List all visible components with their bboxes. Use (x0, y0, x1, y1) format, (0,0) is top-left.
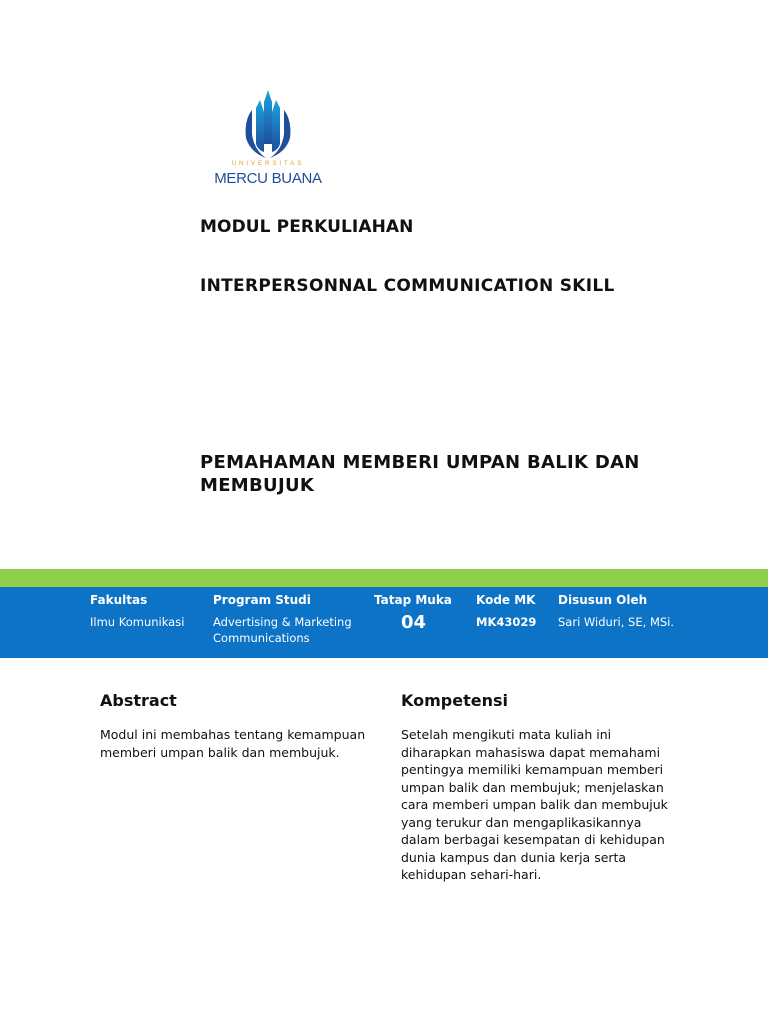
kompetensi-body: Setelah mengikuti mata kuliah ini diharapkan mahasiswa dapat memahami pentingya memiliki kemampuan memberi umpan balik dan membujuk; menjelaskan cara memberi umpan balik dan membujuk yang terukur dan mengaplikasikannya dalam berbagai kesempatan di kehidupan dunia kampus dan dunia kerja serta kehidupan sehari-hari. (401, 727, 668, 882)
info-value: Sari Widuri, SE, MSi. (558, 615, 675, 629)
topic-title: PEMAHAMAN MEMBERI UMPAN BALIK DAN MEMBUJUK (200, 452, 640, 496)
info-header: Program Studi (213, 593, 311, 607)
mercu-buana-emblem-icon (200, 86, 336, 166)
info-header: Tatap Muka (374, 593, 452, 607)
info-disusun-oleh (558, 593, 738, 630)
course-info-band (0, 587, 768, 658)
info-header: Fakultas (90, 593, 148, 607)
info-value: 04 (401, 612, 427, 633)
info-value: MK43029 (476, 615, 537, 629)
logo-universitas-text: UNIVERSITAS (231, 161, 305, 167)
info-program-studi (213, 593, 363, 646)
university-logo (200, 86, 336, 196)
abstract-title: Abstract (100, 691, 177, 710)
info-tatap-muka (374, 593, 464, 634)
info-fakultas (90, 593, 200, 630)
info-value: Advertising & Marketing Communications (213, 615, 352, 645)
green-accent-strip (0, 569, 768, 587)
info-header: Disusun Oleh (558, 593, 648, 607)
info-kode-mk (476, 593, 556, 630)
logo-name-text: MERCU BUANA (214, 170, 322, 187)
abstract-body: Modul ini membahas tentang kemampuan memberi umpan balik dan membujuk. (100, 727, 366, 760)
kompetensi-title: Kompetensi (401, 691, 508, 710)
info-header: Kode MK (476, 593, 536, 607)
info-value: Ilmu Komunikasi (90, 615, 185, 629)
module-label: MODUL PERKULIAHAN (200, 217, 414, 237)
course-title: INTERPERSONNAL COMMUNICATION SKILL (200, 276, 615, 296)
